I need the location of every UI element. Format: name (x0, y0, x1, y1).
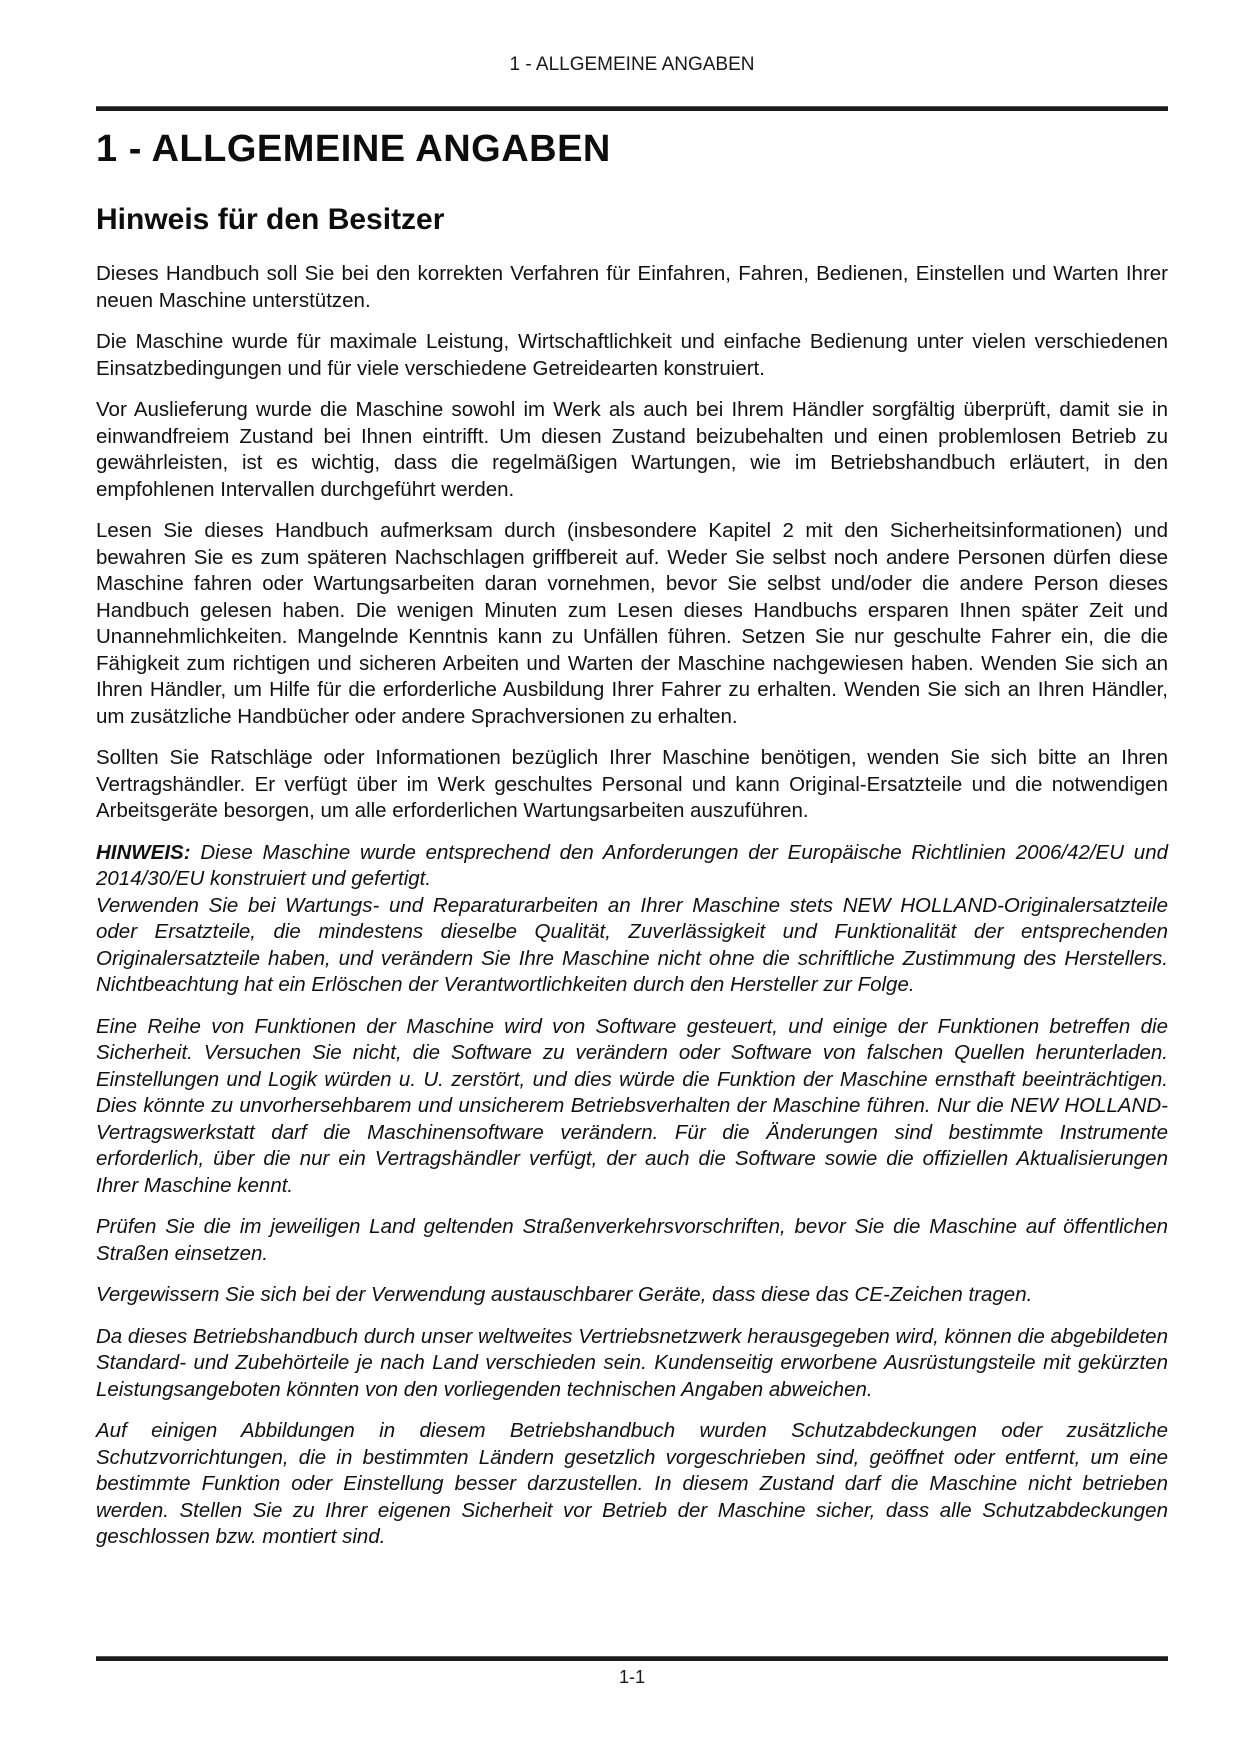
paragraph-guards-removed: Auf einigen Abbildungen in diesem Betriebshandbuch wurden Schutzabdeckungen oder zusätzliche Schutzvorrichtungen, die in bestimmten Ländern gesetzlich vorgeschrieben sind, geöffnet oder entfernt, um eine bestimmte Funktion oder Einstellung besser darzustellen. In diesem Zustand darf die Maschine nicht betrieben werden. Stellen Sie zu Ihrer eigenen Sicherheit vor Betrieb der Maschine sicher, dass alle Schutzabdeckungen geschlossen bzw. montiert sind. (96, 1419, 1168, 1548)
note-line-directives (96, 840, 1168, 893)
note-text-directives: Diese Maschine wurde entsprechend den Anforderungen der Europäische Richtlinien 2006/42/EU und 2014/30/EU konstruiert und gefertigt. (96, 840, 1168, 890)
paragraph-pre-delivery-check: Vor Auslieferung wurde die Maschine sowohl im Werk als auch bei Ihrem Händler sorgfältig überprüft, damit sie in einwandfreiem Zustand bei Ihnen eintrifft. Um diesen Zustand beizubehalten und einen problemlosen Betrieb zu gewährleisten, ist es wichtig, dass die regelmäßigen Wartungen, wie im Betriebshandbuch erläutert, in den empfohlenen Intervallen durchgeführt werden. (96, 398, 1168, 501)
note-text-original-parts: Verwenden Sie bei Wartungs- und Reparaturarbeiten an Ihrer Maschine stets NEW HOLLAND-Originalersatzteile oder Ersatzteile, die mindestens dieselbe Qualität, Zuverlässigkeit und Funktionalität der entsprechenden Originalersatzteile haben, und verändern Sie Ihre Maschine nicht ohne die schriftliche Zustimmung des Herstellers. Nichtbeachtung hat ein Erlöschen der Verantwortlichkeiten durch den Hersteller zur Folge. (96, 893, 1168, 996)
paragraph-owner-intro: Dieses Handbuch soll Sie bei den korrekten Verfahren für Einfahren, Fahren, Bedienen, Einstellen und Warten Ihrer neuen Maschine unterstützen. (96, 262, 1168, 312)
chapter-title: 1 - ALLGEMEINE ANGABEN (96, 128, 611, 170)
paragraph-read-manual: Lesen Sie dieses Handbuch aufmerksam durch (insbesondere Kapitel 2 mit den Sicherheitsinformationen) und bewahren Sie es zum späteren Nachschlagen griffbereit auf. Weder Sie selbst noch andere Personen dürfen diese Maschine fahren oder Wartungsarbeiten daran vornehmen, bevor Sie selbst und/oder die andere Person dieses Handbuch gelesen haben. Die wenigen Minuten zum Lesen dieses Handbuchs ersparen Ihnen später Zeit und Unannehmlichkeiten. Mangelnde Kenntnis kann zu Unfällen führen. Setzen Sie nur geschulte Fahrer ein, die die Fähigkeit zum richtigen und sicheren Arbeiten und Warten der Maschine nachgewiesen haben. Wenden Sie sich an Ihren Händler, um Hilfe für die erforderliche Ausbildung Ihrer Fahrer zu erhalten. Wenden Sie sich an Ihren Händler, um zusätzliche Handbücher oder andere Sprachversionen zu erhalten. (96, 519, 1168, 728)
paragraph-distribution-network: Da dieses Betriebshandbuch durch unser weltweites Vertriebsnetzwerk herausgegeben wird, können die abgebildeten Standard- und Zubehörteile je nach Land verschieden sein. Kundenseitig erworbene Ausrüstungsteile mit gekürzten Leistungsangeboten könnten von den vorliegenden technischen Angaben abweichen. (96, 1324, 1168, 1401)
section-heading: Hinweis für den Besitzer (96, 203, 445, 236)
note-paragraph (96, 840, 1168, 999)
page-number: 1-1 (618, 1667, 645, 1687)
paragraph-dealer-advice: Sollten Sie Ratschläge oder Informationen bezüglich Ihrer Maschine benötigen, wenden Sie sich bitte an Ihren Vertragshändler. Er verfügt über im Werk geschultes Personal und kann Original-Ersatzteile und die notwendigen Arbeitsgeräte besorgen, um alle erforderlichen Wartungsarbeiten auszuführen. (96, 746, 1168, 822)
running-header: 1 - ALLGEMEINE ANGABEN (509, 54, 755, 75)
paragraph-software-functions: Eine Reihe von Funktionen der Maschine wird von Software gesteuert, und einige der Funktionen betreffen die Sicherheit. Versuchen Sie nicht, die Software zu verändern oder Software von falschen Quellen herunterladen. Einstellungen und Logik würden u. U. zerstört, und dies würde die Funktion der Maschine ernsthaft beeinträchtigen. Dies könnte zu unvorhersehbarem und unsicherem Betriebsverhalten der Maschine führen. Nur die NEW HOLLAND-Vertragswerkstatt darf die Maschinensoftware verändern. Für die Änderungen sind bestimmte Instrumente erforderlich, über die nur ein Vertragshändler verfügt, der auch die Software sowie die offiziellen Aktualisierungen Ihrer Maschine kennt. (96, 1014, 1168, 1197)
note-label: HINWEIS: (96, 840, 191, 864)
paragraph-machine-design: Die Maschine wurde für maximale Leistung, Wirtschaftlichkeit und einfache Bedienung unter vielen verschiedenen Einsatzbedingungen und für viele verschiedene Getreidearten konstruiert. (96, 330, 1168, 380)
paragraph-ce-mark: Vergewissern Sie sich bei der Verwendung austauschbarer Geräte, dass diese das CE-Zeichen tragen. (96, 1283, 1033, 1306)
footer-rule (96, 1656, 1168, 1661)
header-rule (96, 106, 1168, 111)
paragraph-road-regulations: Prüfen Sie die im jeweiligen Land geltenden Straßenverkehrsvorschriften, bevor Sie die Maschine auf öffentlichen Straßen einsetzen. (96, 1215, 1168, 1265)
page-content (96, 127, 1168, 1566)
